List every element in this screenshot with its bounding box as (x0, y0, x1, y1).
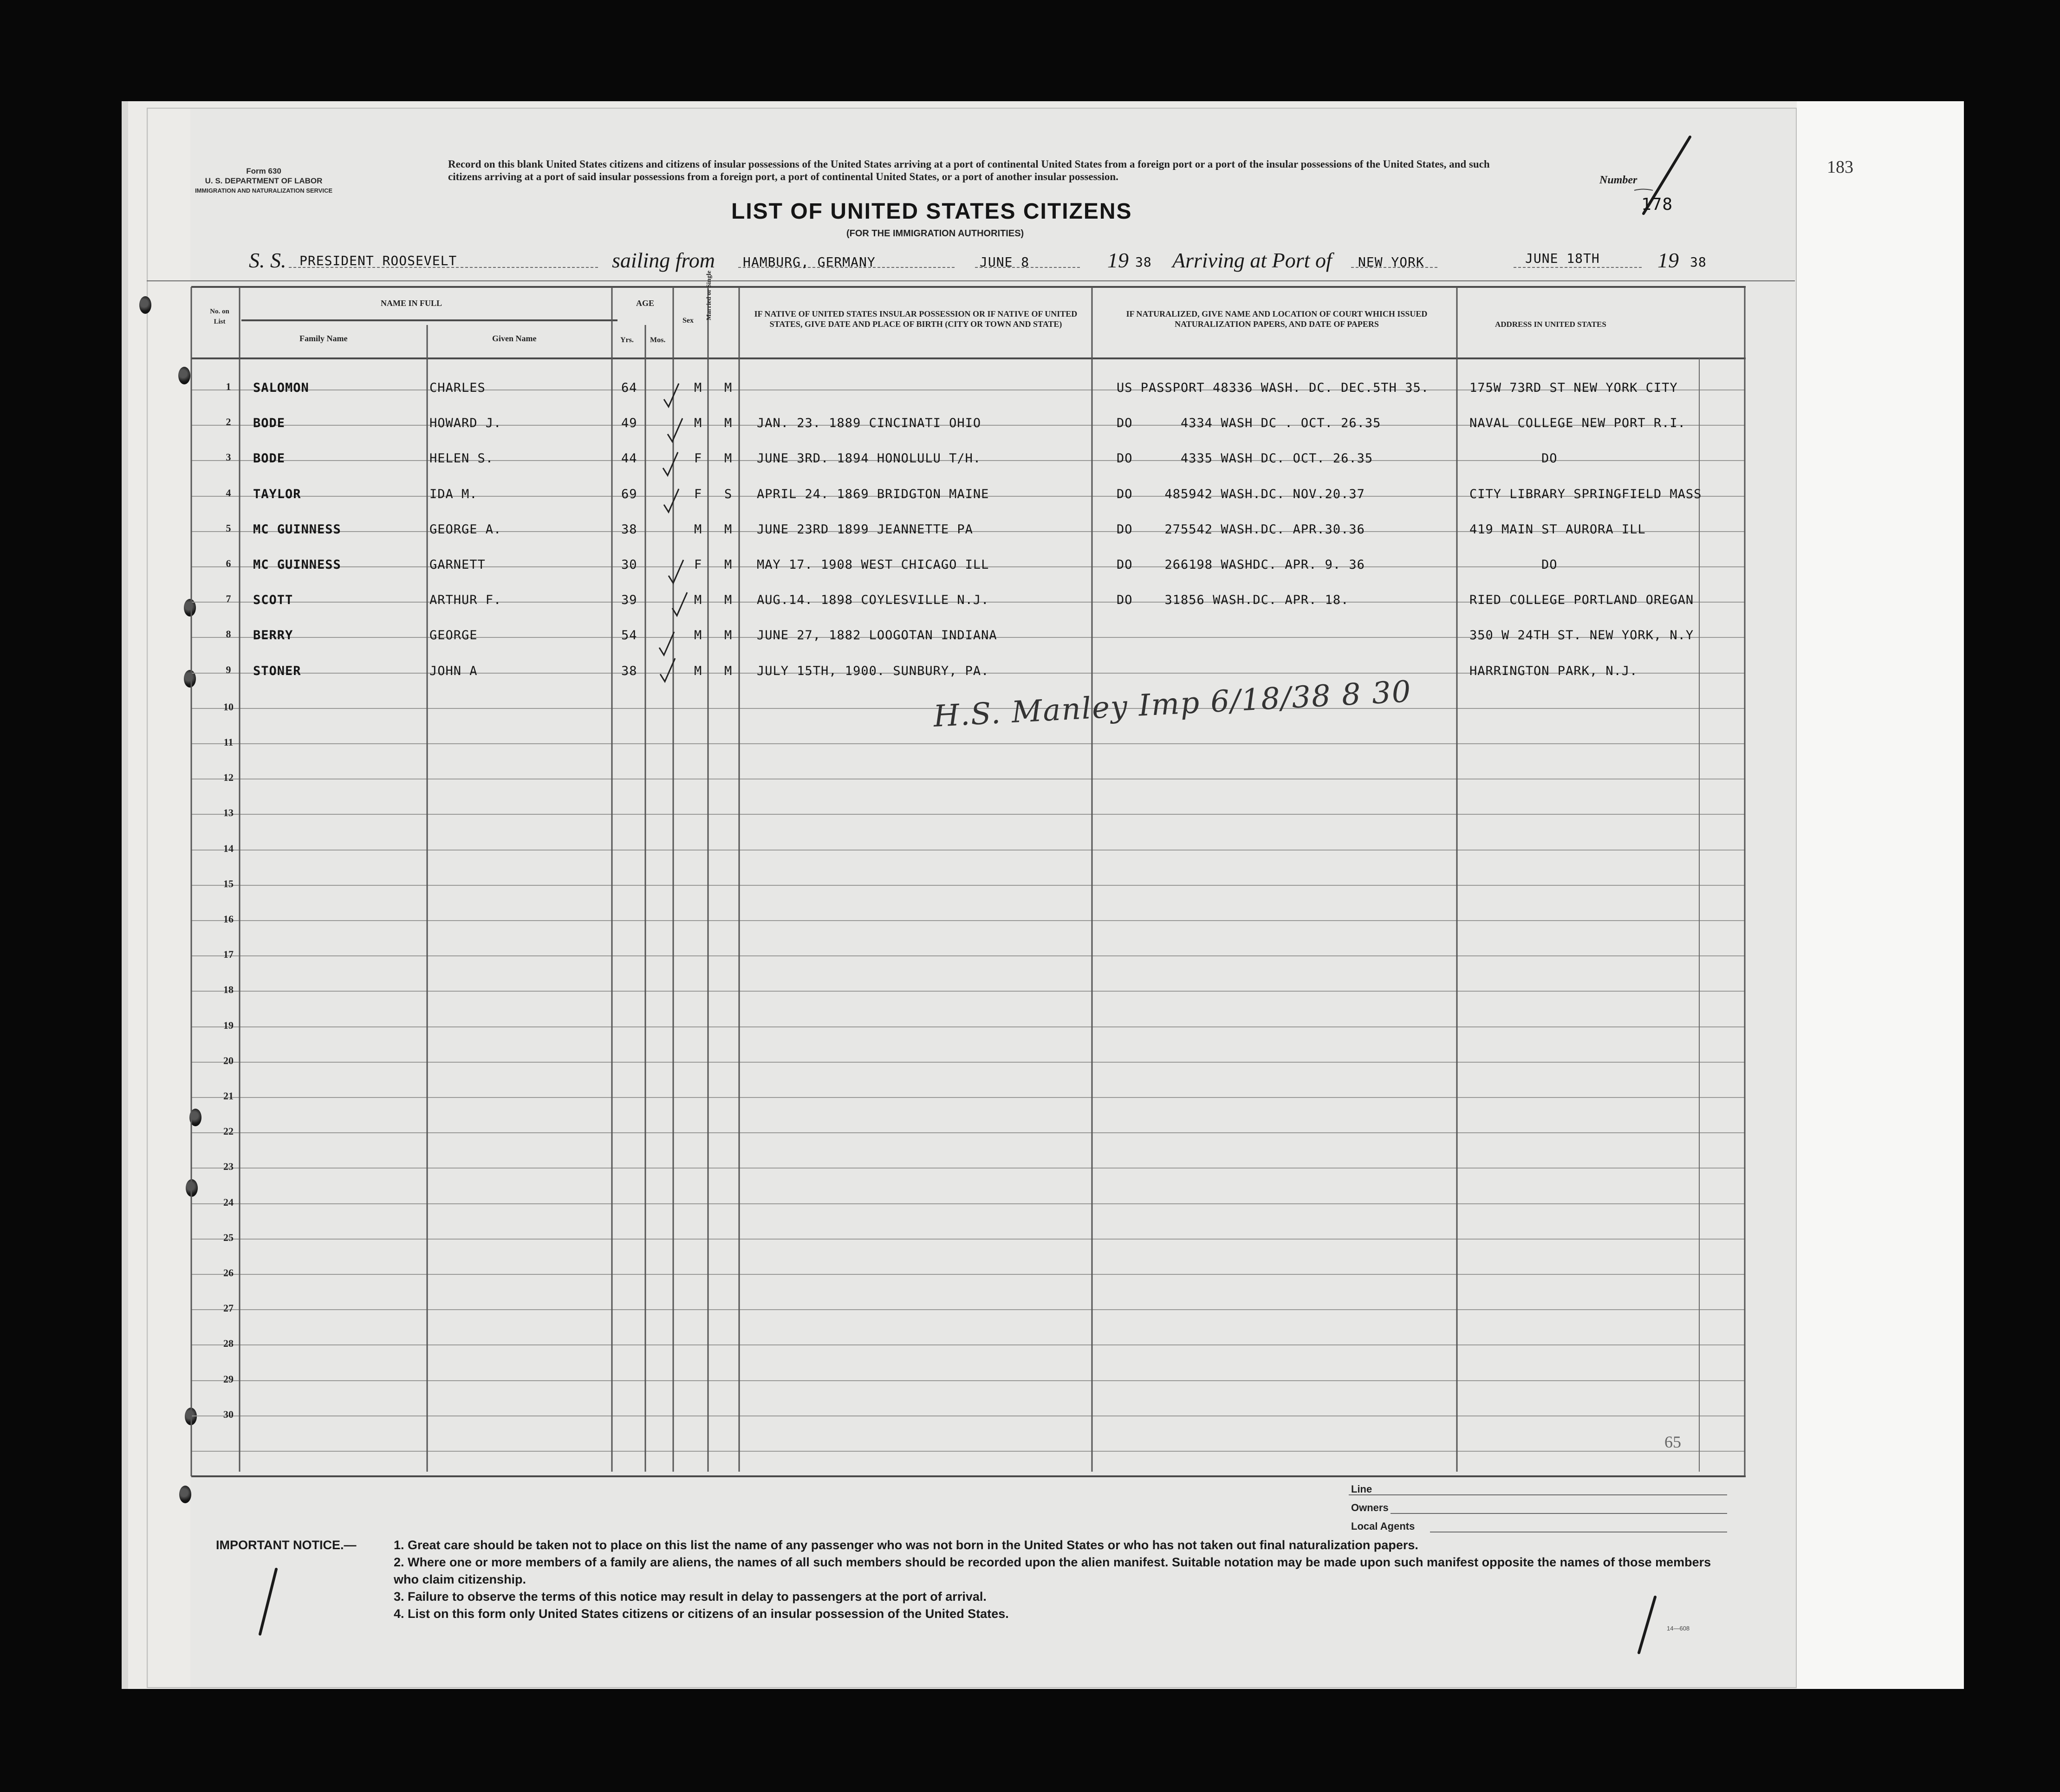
birth-info-cell: JUNE 3RD. 1894 HONOLULU T/H. (757, 451, 981, 466)
sex-cell: M (694, 593, 702, 607)
marital-status-cell: M (724, 558, 733, 572)
department-name: U. S. DEPARTMENT OF LABOR (205, 176, 323, 185)
row-number: 7 (226, 593, 231, 604)
birth-info-cell: APRIL 24. 1869 BRIDGTON MAINE (757, 487, 989, 501)
family-name-cell: TAYLOR (253, 487, 301, 501)
header-birth-info: IF NATIVE OF UNITED STATES INSULAR POSSESSION OR IF NATIVE OF UNITED STATES, GIVE DATE AND PLACE OF BIRTH (CITY OR TOWN AND STATE) (754, 309, 1078, 329)
given-name-cell: HELEN S. (429, 451, 494, 466)
naturalization-cell: DO 4334 WASH DC . OCT. 26.35 (1117, 416, 1381, 430)
family-name-cell: MC GUINNESS (253, 558, 341, 572)
address-cell: 419 MAIN ST AURORA ILL (1469, 522, 1646, 537)
arrival-date: JUNE 18TH (1525, 251, 1600, 266)
given-name-cell: HOWARD J. (429, 416, 502, 430)
age-cell: 64 (621, 381, 637, 395)
header-mos: Mos. (650, 336, 666, 344)
given-name-cell: GEORGE A. (429, 522, 502, 537)
sex-cell: F (694, 487, 702, 501)
row-number: 21 (223, 1090, 234, 1102)
row-number: 4 (226, 487, 231, 499)
record-instructions: Record on this blank United States citizens and citizens of insular possessions of the United States arriving at a port of continental United States from a foreign port or a port of the insular possessions of the United States, and such citizens arriving at a port of said insular possessions from a foreign port, a port of continental United States, or a port of another insular possession. (448, 158, 1490, 182)
footer-owners-label: Owners (1351, 1502, 1389, 1513)
number-label: Number (1599, 174, 1638, 186)
birth-info-cell: JAN. 23. 1889 CINCINATI OHIO (757, 416, 981, 430)
row-number: 29 (223, 1373, 234, 1385)
family-name-cell: STONER (253, 664, 301, 678)
header-given-name: Given Name (492, 334, 537, 343)
row-number: 26 (223, 1267, 234, 1279)
row-number: 8 (226, 628, 231, 640)
family-name-cell: BODE (253, 416, 286, 430)
row-number: 5 (226, 522, 231, 534)
naturalization-cell: DO 31856 WASH.DC. APR. 18. (1117, 593, 1349, 607)
naturalization-cell: US PASSPORT 48336 WASH. DC. DEC.5TH 35. (1117, 381, 1429, 395)
marital-status-cell: M (724, 416, 733, 430)
birth-info-cell: MAY 17. 1908 WEST CHICAGO ILL (757, 558, 989, 572)
address-cell: 175W 73RD ST NEW YORK CITY (1469, 381, 1678, 395)
sailing-from-label: sailing from (612, 248, 715, 272)
header-address: ADDRESS IN UNITED STATES (1495, 320, 1606, 329)
row-number: 13 (223, 807, 234, 818)
address-cell: CITY LIBRARY SPRINGFIELD MASS (1469, 487, 1702, 501)
row-number: 30 (223, 1409, 234, 1420)
header-naturalization: IF NATURALIZED, GIVE NAME AND LOCATION OF COURT WHICH ISSUED NATURALIZATION PAPERS, AND DATE OF PAPERS (1126, 309, 1428, 329)
page-title: LIST OF UNITED STATES CITIZENS (731, 199, 1132, 224)
arriving-label: Arriving at Port of (1172, 248, 1332, 272)
footer-line-label: Line (1351, 1483, 1372, 1495)
departure-year-prefix: 19 (1107, 248, 1129, 272)
row-number: 25 (223, 1232, 234, 1243)
notice-item: 1. Great care should be taken not to place on this list the name of any passenger who was not born in the United States or who has not taken out final naturalization papers. (394, 1538, 1418, 1552)
list-number: 178 (1641, 195, 1673, 214)
header-yrs: Yrs. (620, 336, 634, 344)
age-cell: 38 (621, 664, 637, 678)
row-number: 20 (223, 1055, 234, 1066)
notice-list (394, 1537, 1735, 1623)
naturalization-cell: DO 4335 WASH DC. OCT. 26.35 (1117, 451, 1373, 466)
row-number: 23 (223, 1161, 234, 1172)
given-name-cell: JOHN A (429, 664, 478, 678)
row-number: 11 (223, 736, 234, 748)
age-cell: 30 (621, 558, 637, 572)
address-cell: DO (1541, 451, 1558, 466)
sex-cell: M (694, 664, 702, 678)
notice-item: 2. Where one or more members of a family are aliens, the names of all such members should be recorded upon the alien manifest. Suitable notation may be made upon such manifest opposite the names of those members who claim citizenship. (394, 1555, 1711, 1586)
birth-info-cell: AUG.14. 1898 COYLESVILLE N.J. (757, 593, 989, 607)
row-number: 9 (226, 664, 231, 675)
marital-status-cell: M (724, 628, 733, 643)
sex-cell: F (694, 451, 702, 466)
age-cell: 49 (621, 416, 637, 430)
sex-cell: M (694, 416, 702, 430)
sex-cell: M (694, 628, 702, 643)
sex-cell: M (694, 522, 702, 537)
family-name-cell: SCOTT (253, 593, 293, 607)
marital-status-cell: M (724, 664, 733, 678)
footer-local-agents-label: Local Agents (1351, 1520, 1415, 1532)
naturalization-cell: DO 275542 WASH.DC. APR.30.36 (1117, 522, 1365, 537)
marital-status-cell: M (724, 381, 733, 395)
inspector-signature: H.S. Manley Imp 6/18/38 8 30 (932, 675, 1413, 734)
print-code: 14—608 (1667, 1625, 1690, 1632)
row-number: 10 (223, 701, 234, 713)
age-cell: 44 (621, 451, 637, 466)
given-name-cell: GARNETT (429, 558, 486, 572)
sex-cell: M (694, 381, 702, 395)
notice-item: 3. Failure to observe the terms of this notice may result in delay to passengers at the port of arrival. (394, 1590, 987, 1604)
row-number: 2 (226, 416, 231, 428)
address-cell: DO (1541, 558, 1558, 572)
row-number: 15 (223, 878, 234, 890)
age-cell: 69 (621, 487, 637, 501)
address-cell: HARRINGTON PARK, N.J. (1469, 664, 1638, 678)
family-name-cell: BERRY (253, 628, 293, 643)
header-name-in-full: NAME IN FULL (381, 299, 442, 308)
birth-info-cell: JUNE 23RD 1899 JEANNETTE PA (757, 522, 973, 537)
row-number: 16 (223, 913, 234, 925)
row-number: 19 (223, 1019, 234, 1031)
ss-label: S. S. (249, 248, 286, 272)
notice-heading: IMPORTANT NOTICE.— (216, 1538, 357, 1552)
address-cell: NAVAL COLLEGE NEW PORT R.I. (1469, 416, 1686, 430)
header-age: AGE (636, 299, 655, 308)
row-number: 3 (226, 451, 231, 463)
sex-cell: F (694, 558, 702, 572)
row-number: 27 (223, 1302, 234, 1314)
header-married-or-single: Married or Single (706, 270, 713, 320)
row-number: 1 (226, 381, 231, 392)
given-name-cell: GEORGE (429, 628, 478, 643)
page-subtitle: (FOR THE IMMIGRATION AUTHORITIES) (846, 228, 1024, 239)
arrival-year-prefix: 19 (1657, 248, 1679, 272)
notice-item: 4. List on this form only United States citizens or citizens of an insular possession of the United States. (394, 1607, 1009, 1621)
marital-status-cell: M (724, 451, 733, 466)
row-number: 18 (223, 984, 234, 995)
birth-info-cell: JULY 15TH, 1900. SUNBURY, PA. (757, 664, 989, 678)
arrival-year: 38 (1690, 254, 1707, 270)
family-name-cell: MC GUINNESS (253, 522, 341, 537)
naturalization-cell: DO 485942 WASH.DC. NOV.20.37 (1117, 487, 1365, 501)
arrival-port: NEW YORK (1358, 254, 1424, 270)
row-number: 17 (223, 948, 234, 960)
given-name-cell: CHARLES (429, 381, 486, 395)
family-name-cell: BODE (253, 451, 286, 466)
departure-date: JUNE 8 (980, 254, 1030, 270)
address-cell: RIED COLLEGE PORTLAND OREGAN (1469, 593, 1694, 607)
row-number: 24 (223, 1196, 234, 1208)
family-name-cell: SALOMON (253, 381, 309, 395)
birth-info-cell: JUNE 27, 1882 LOOGOTAN INDIANA (757, 628, 997, 643)
marital-status-cell: S (724, 487, 733, 501)
row-number: 22 (223, 1125, 234, 1137)
row-number: 28 (223, 1338, 234, 1349)
row-number: 6 (226, 558, 231, 569)
marital-status-cell: M (724, 593, 733, 607)
given-name-cell: ARTHUR F. (429, 593, 502, 607)
row-number: 14 (223, 843, 234, 854)
form-number: Form 630 (246, 167, 281, 175)
marital-status-cell: M (724, 522, 733, 537)
sheet-number: 65 (1664, 1433, 1681, 1451)
naturalization-cell: DO 266198 WASHDC. APR. 9. 36 (1117, 558, 1365, 572)
header-no-on-list: No. on List (210, 308, 229, 325)
departure-port: HAMBURG, GERMANY (743, 254, 876, 270)
age-cell: 54 (621, 628, 637, 643)
header-sex: Sex (682, 317, 694, 325)
service-name: IMMIGRATION AND NATURALIZATION SERVICE (195, 187, 333, 194)
departure-year: 38 (1135, 254, 1152, 270)
stamped-page-number: 183 (1827, 157, 1853, 177)
header-family-name: Family Name (299, 334, 348, 343)
ship-name: PRESIDENT ROOSEVELT (299, 253, 457, 268)
age-cell: 39 (621, 593, 637, 607)
age-cell: 38 (621, 522, 637, 537)
given-name-cell: IDA M. (429, 487, 478, 501)
row-number: 12 (223, 772, 234, 783)
address-cell: 350 W 24TH ST. NEW YORK, N.Y (1469, 628, 1694, 643)
form-identifier (194, 166, 333, 195)
